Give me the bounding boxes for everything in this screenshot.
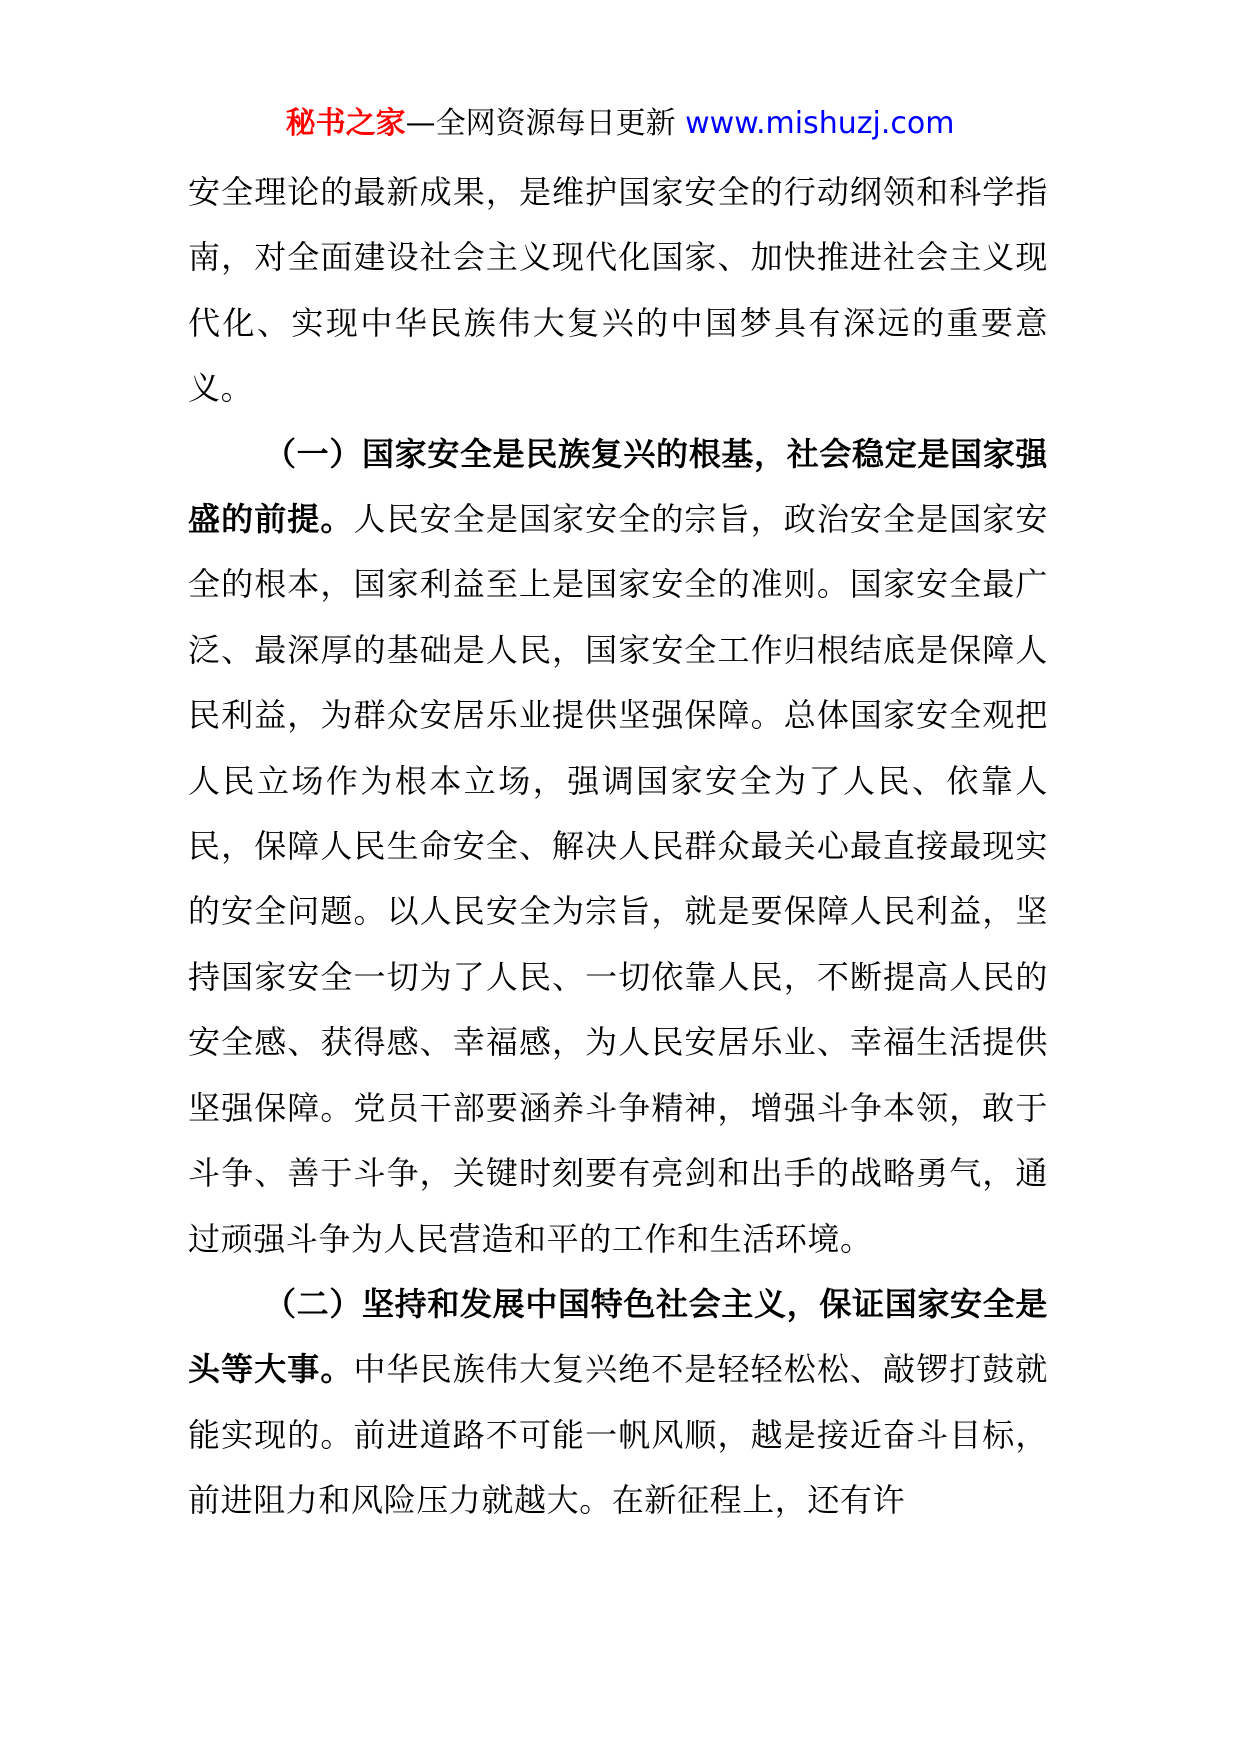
- header-slogan: —全网资源每日更新: [405, 106, 686, 141]
- paragraph-continuation: [188, 160, 1048, 422]
- paragraph-text: 人民安全是国家安全的宗旨，政治安全是国家安全的根本，国家利益至上是国家安全的准则。国家安全最广泛、最深厚的基础是人民，国家安全工作归根结底是保障人民利益，为群众安居乐业提供坚强保障。总体国家安全观把人民立场作为根本立场，强调国家安全为了人民、依靠人民，保障人民生命安全、解决人民群众最关心最直接最现实的安全问题。以人民安全为宗旨，就是要保障人民利益，坚持国家安全一切为了人民、一切依靠人民，不断提高人民的安全感、获得感、幸福感，为人民安居乐业、幸福生活提供坚强保障。党员干部要涵养斗争精神，增强斗争本领，敢于斗争、善于斗争，关键时刻要有亮剑和出手的战略勇气，通过顽强斗争为人民营造和平的工作和生活环境。: [188, 500, 1048, 1258]
- paragraph-text: 中华民族伟大复兴绝不是轻轻松松、敲锣打鼓就能实现的。前进道路不可能一帆风顺，越是接近奋斗目标，前进阻力和风险压力就越大。在新征程上，还有许: [188, 1350, 1048, 1520]
- paragraph-section-two: [188, 1272, 1048, 1534]
- header-url: www.mishuzj.com: [685, 106, 955, 141]
- section-one-heading: （一）国家安全是民族复兴的根基，社会稳定是国家强盛的前提。: [188, 434, 1048, 539]
- paragraph-text: 安全理论的最新成果，是维护国家安全的行动纲领和科学指南，对全面建设社会主义现代化国家、加快推进社会主义现代化、实现中华民族伟大复兴的中国梦具有深远的重要意义。: [188, 173, 1048, 408]
- section-two-heading: （二）坚持和发展中国特色社会主义，保证国家安全是头等大事。: [188, 1284, 1048, 1389]
- paragraph-section-one: [188, 422, 1048, 1272]
- document-body: [188, 160, 1048, 1534]
- header-brand: 秘书之家: [285, 106, 406, 141]
- page-header: [0, 102, 1240, 146]
